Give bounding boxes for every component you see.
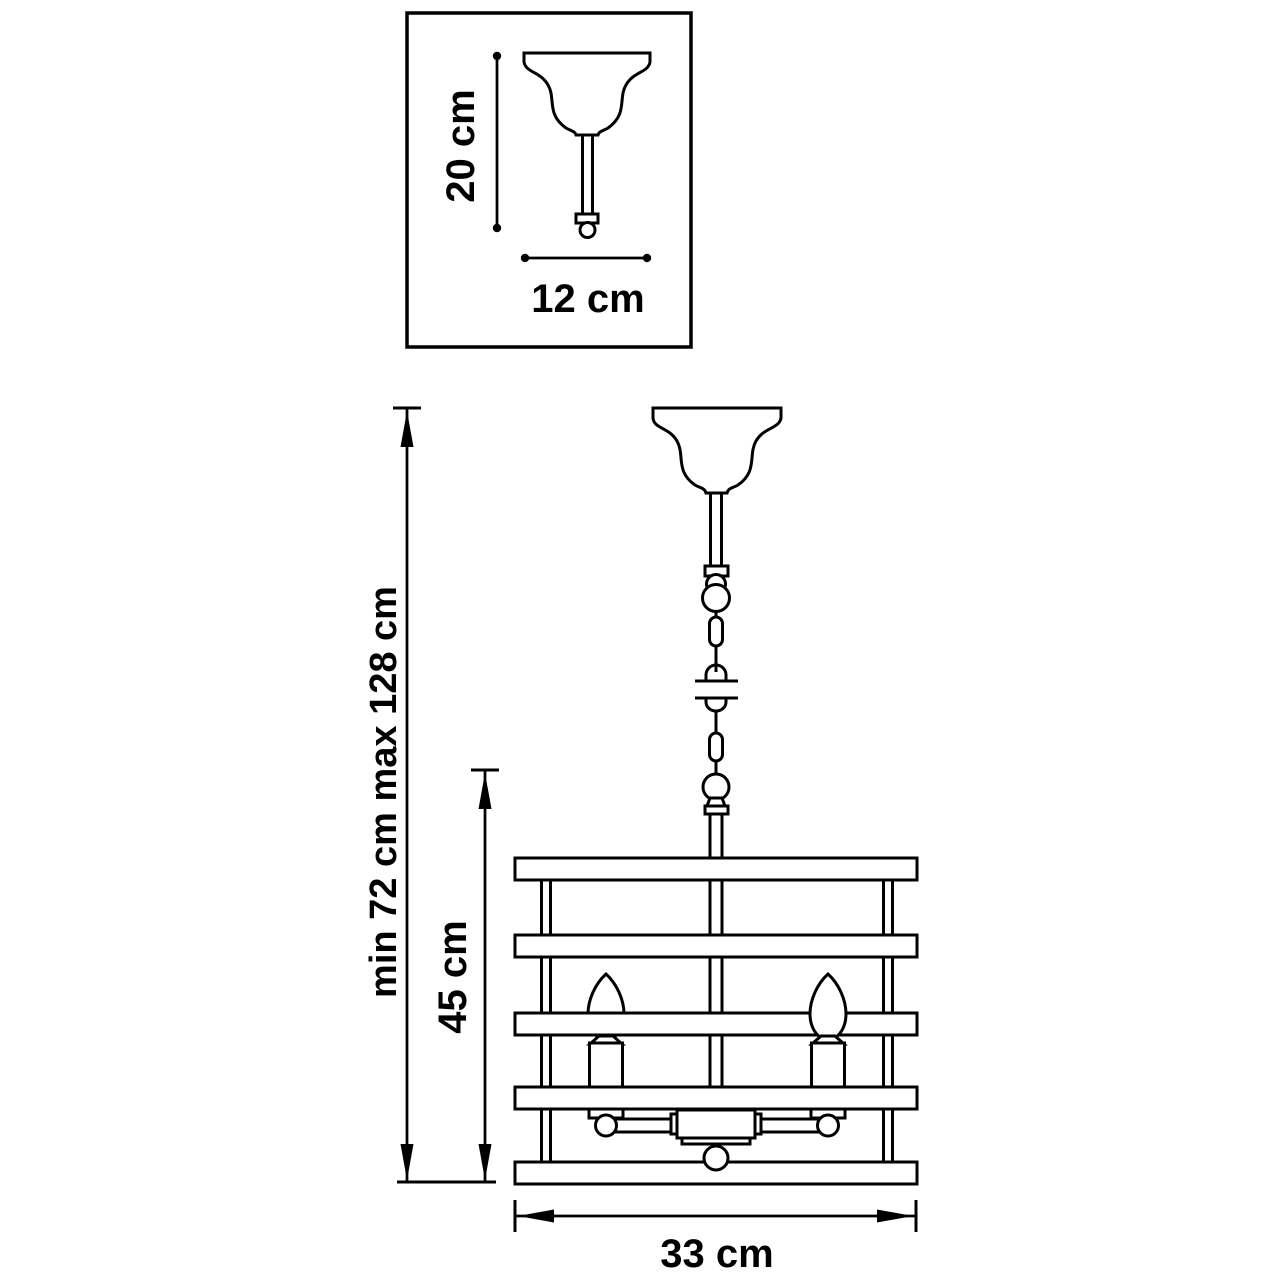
- cage-slat-1: [515, 858, 917, 880]
- inset-width-label: 12 cm: [531, 277, 645, 321]
- cage-slat-2: [515, 935, 917, 957]
- dimension-dot: [493, 52, 501, 60]
- hub-bottom-plate: [682, 1138, 750, 1144]
- cage-slat-3: [515, 1013, 917, 1035]
- shade-width-dimension: [515, 1200, 916, 1276]
- arrow-right: [877, 1210, 913, 1223]
- arm-ball-right: [818, 1115, 839, 1136]
- arrow-up: [401, 411, 414, 447]
- arm-ball-left: [596, 1115, 617, 1136]
- inset-height-dimension: [439, 52, 501, 232]
- inset-canopy-drawing: [524, 53, 650, 238]
- shade-height-dimension: [397, 770, 499, 1182]
- dimension-dot: [521, 254, 529, 262]
- shade-width-label: 33 cm: [660, 1232, 774, 1276]
- inset-canopy-bell: [524, 53, 650, 135]
- chain-ball-lower: [703, 774, 729, 800]
- shade-cage: [515, 814, 917, 1184]
- dimension-dot: [643, 254, 651, 262]
- drawing-root: [363, 13, 917, 1276]
- chain-ball-upper: [703, 585, 730, 612]
- inset-ball: [580, 223, 595, 238]
- arrow-up: [479, 773, 492, 809]
- overall-height-label: min 72 cm max 128 cm: [363, 586, 405, 998]
- chain-half-link-lower: [706, 698, 726, 711]
- inset-height-label: 20 cm: [439, 89, 483, 203]
- chain-link: [710, 733, 723, 761]
- dimension-dot: [493, 224, 501, 232]
- shade-height-label: 45 cm: [431, 920, 475, 1034]
- candle-bulb-right: [810, 974, 846, 1039]
- inset-box: [407, 13, 691, 347]
- arrow-down: [401, 1144, 414, 1180]
- finial-ball: [704, 1146, 728, 1170]
- cage-slat-4: [515, 1087, 917, 1109]
- center-hub: [677, 1110, 755, 1138]
- overall-height-dimension: [363, 408, 421, 1181]
- arrow-left: [518, 1210, 554, 1223]
- inset-width-dimension: [521, 254, 651, 321]
- main-canopy-and-chain: [653, 408, 781, 814]
- main-canopy-bell: [653, 408, 781, 493]
- chain-link: [710, 617, 723, 646]
- arrow-down: [479, 1144, 492, 1180]
